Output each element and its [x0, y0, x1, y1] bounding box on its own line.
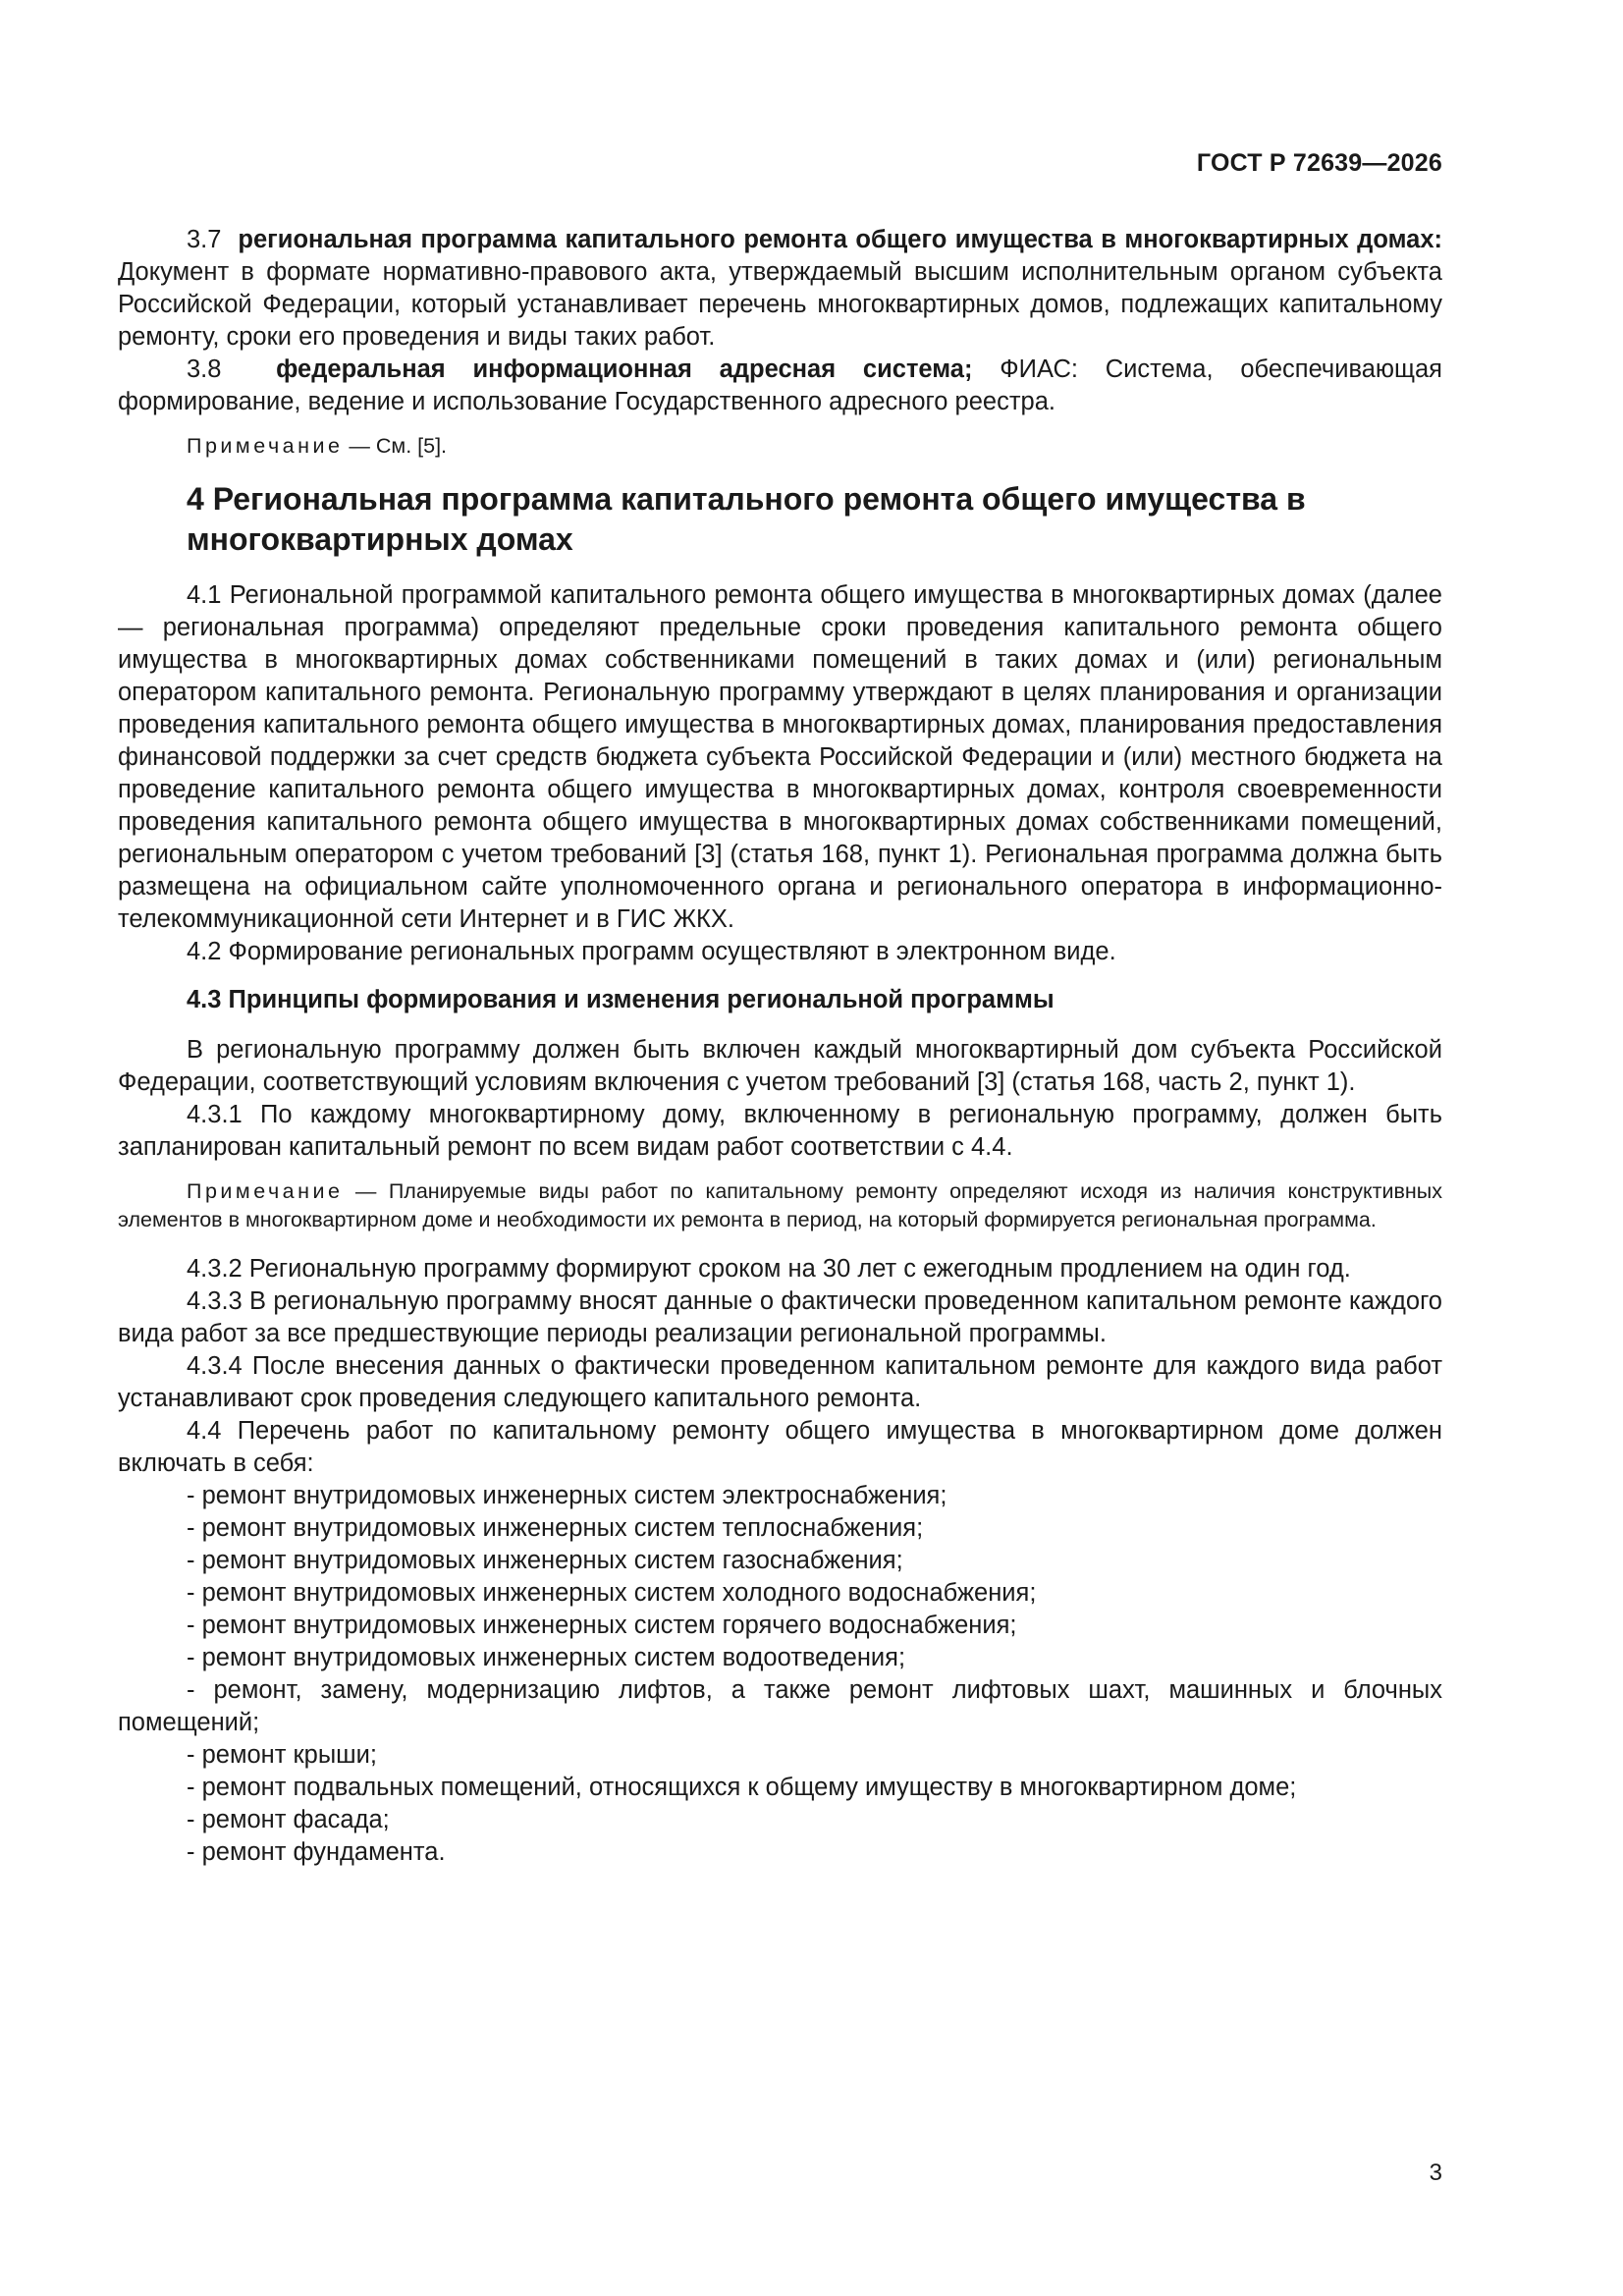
list-item: - ремонт внутридомовых инженерных систем теплоснабжения;	[187, 1514, 924, 1542]
clause-3-8	[118, 354, 1442, 418]
clause-4-3-4: 4.3.4 После внесения данных о фактически проведенном капитальном ремонте для каждого вида работ устанавливают срок проведения следующего капитального ремонта.	[118, 1352, 1442, 1412]
clause-definition: Документ в формате нормативно-правового акта, утверждаемый высшим исполнительным органом субъекта Российской Федерации, который устанавливает перечень многоквартирных домов, подлежащих капитальному ремонту, сроки его проведения и виды таких работ.	[118, 258, 1442, 351]
note-label: Примечание	[187, 1179, 344, 1203]
clause-number: 3.7	[187, 226, 222, 253]
list-item: - ремонт крыши;	[187, 1741, 377, 1769]
clause-4-3-2: 4.3.2 Региональную программу формируют сроком на 30 лет с ежегодным продлением на один год.	[187, 1255, 1351, 1283]
document-header: ГОСТ Р 72639—2026	[1196, 149, 1442, 177]
clause-term: федеральная информационная адресная система;	[276, 355, 973, 383]
list-item: - ремонт фундамента.	[187, 1838, 446, 1866]
clause-number: 3.8	[187, 355, 222, 383]
document-body	[118, 224, 1442, 1869]
note-see-5	[118, 432, 1442, 461]
clause-4-3-intro: В региональную программу должен быть включен каждый многоквартирный дом субъекта Российской Федерации, соответствующий условиям включения с учетом требований [3] (статья 168, часть 2, пункт 1).	[118, 1036, 1442, 1096]
list-item: - ремонт внутридомовых инженерных систем горячего водоснабжения;	[187, 1612, 1017, 1639]
section-4-3-heading: 4.3 Принципы формирования и изменения региональной программы	[187, 986, 1055, 1013]
note-planned-works	[118, 1177, 1442, 1234]
note-text: — Планируемые виды работ по капитальному ремонту определяют исходя из наличия конструктивных элементов в многоквартирном доме и необходимости их ремонта в период, на который формируется региональная программа.	[118, 1179, 1442, 1231]
note-label: Примечание	[187, 434, 344, 458]
clause-4-3-1: 4.3.1 По каждому многоквартирному дому, включенному в региональную программу, должен быть запланирован капитальный ремонт по всем видам работ соответствии с 4.4.	[118, 1101, 1442, 1161]
document-page	[118, 0, 1442, 2296]
list-item: - ремонт фасада;	[187, 1806, 390, 1833]
list-item: - ремонт внутридомовых инженерных систем водоотведения;	[187, 1644, 906, 1671]
clause-definition: ФИАС: Система, обеспечивающая формирование, ведение и использование Государственного адресного реестра.	[118, 355, 1442, 415]
clause-term: региональная программа капитального ремонта общего имущества в многоквартирных домах:	[238, 226, 1442, 253]
clause-4-4: 4.4 Перечень работ по капитальному ремонту общего имущества в многоквартирном доме должен включать в себя:	[118, 1417, 1442, 1477]
list-item: - ремонт внутридомовых инженерных систем холодного водоснабжения;	[187, 1579, 1037, 1607]
list-item: - ремонт, замену, модернизацию лифтов, а также ремонт лифтовых шахт, машинных и блочных помещений;	[118, 1676, 1442, 1736]
clause-3-7	[118, 224, 1442, 354]
clause-4-3-3: 4.3.3 В региональную программу вносят данные о фактически проведенном капитальном ремонте каждого вида работ за все предшествующие периоды реализации региональной программы.	[118, 1287, 1442, 1347]
works-list	[118, 1480, 1442, 1869]
page-number: 3	[1429, 2159, 1442, 2186]
list-item: - ремонт подвальных помещений, относящихся к общему имуществу в многоквартирном доме;	[187, 1774, 1297, 1801]
clause-4-1: 4.1 Региональной программой капитального ремонта общего имущества в многоквартирных домах (далее — региональная программа) определяют предельные сроки проведения капитального ремонта общего имущества в многоквартирных домах собственниками помещений в таких домах и (или) региональным оператором капитального ремонта. Региональную программу утверждают в целях планирования и организации проведения капитального ремонта общего имущества в многоквартирных домах, планирования предоставления финансовой поддержки за счет средств бюджета субъекта Российской Федерации и (или) местного бюджета на проведение капитального ремонта общего имущества в многоквартирных домах, контроля своевременности проведения капитального ремонта общего имущества в многоквартирных домах собственниками помещений, региональным оператором с учетом требований [3] (статья 168, пункт 1). Региональная программа должна быть размещена на официальном сайте уполномоченного органа и регионального оператора в информационно-телекоммуникационной сети Интернет и в ГИС ЖКХ.	[118, 581, 1442, 933]
clause-4-2: 4.2 Формирование региональных программ осуществляют в электронном виде.	[187, 938, 1116, 965]
note-text: — См. [5].	[343, 434, 448, 458]
section-4-heading: 4 Региональная программа капитального ремонта общего имущества в многоквартирных домах	[187, 481, 1306, 557]
list-item: - ремонт внутридомовых инженерных систем газоснабжения;	[187, 1547, 903, 1574]
list-item: - ремонт внутридомовых инженерных систем электроснабжения;	[187, 1482, 947, 1509]
